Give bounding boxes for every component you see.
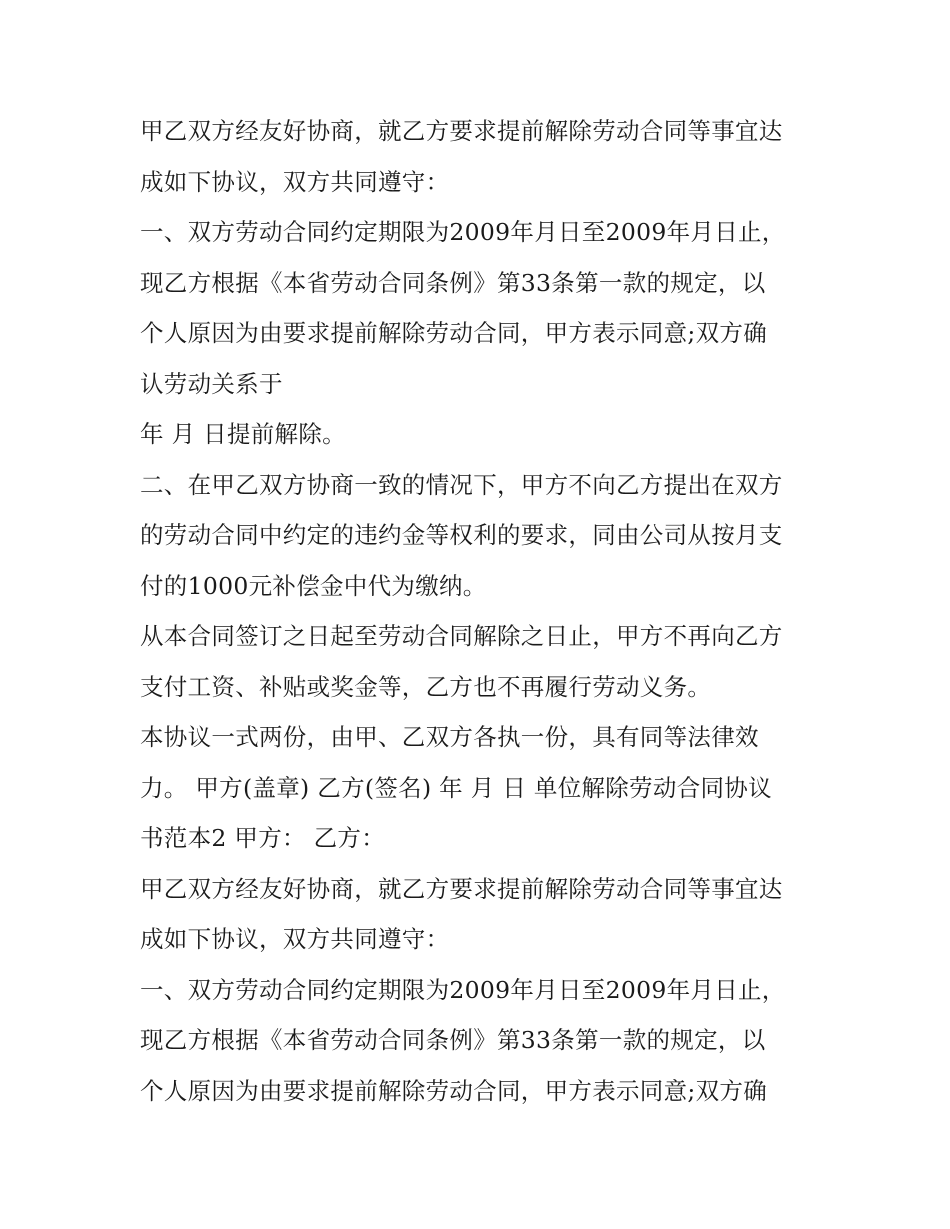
text-line: 付的1000元补偿金中代为缴纳。 — [140, 571, 487, 600]
document-body — [140, 106, 830, 1116]
text-line: 本协议一式两份，由甲、乙双方各执一份，具有同等法律效 — [140, 723, 759, 751]
text-line: 支付工资、补贴或奖金等，乙方也不再履行劳动义务。 — [140, 672, 712, 701]
text-line: 甲乙双方经友好协商，就乙方要求提前解除劳动合同等事宜达 — [140, 117, 783, 145]
text-line: 个人原因为由要求提前解除劳动合同，甲方表示同意;双方确 — [140, 319, 768, 347]
text-line: 认劳动关系于 — [140, 369, 283, 398]
text-line: 从本合同签订之日起至劳动合同解除之日止，甲方不再向乙方 — [140, 622, 783, 650]
text-line: 一、双方劳动合同约定期限为2009年月日至2009年月日止， — [140, 218, 786, 246]
text-line: 甲乙双方经友好协商，就乙方要求提前解除劳动合同等事宜达 — [140, 874, 783, 903]
text-line: 力。 甲方(盖章) 乙方(签名) 年 月 日 单位解除劳动合同协议 — [140, 773, 772, 802]
text-line: 个人原因为由要求提前解除劳动合同，甲方表示同意;双方确 — [140, 1076, 768, 1105]
text-line: 一、双方劳动合同约定期限为2009年月日至2009年月日止， — [140, 975, 786, 1004]
text-line: 年 月 日提前解除。 — [140, 420, 346, 448]
text-line: 书范本2 甲方： 乙方： — [140, 824, 385, 852]
text-line: 现乙方根据《本省劳动合同条例》第33条第一款的规定，以 — [140, 268, 766, 297]
text-line: 成如下协议，双方共同遵守： — [140, 167, 450, 196]
text-line: 成如下协议，双方共同遵守： — [140, 925, 450, 953]
text-line: 二、在甲乙双方协商一致的情况下，甲方不向乙方提出在双方 — [140, 470, 783, 499]
text-line: 现乙方根据《本省劳动合同条例》第33条第一款的规定，以 — [140, 1026, 766, 1054]
text-line: 的劳动合同中约定的违约金等权利的要求，同由公司从按月支 — [140, 521, 783, 549]
